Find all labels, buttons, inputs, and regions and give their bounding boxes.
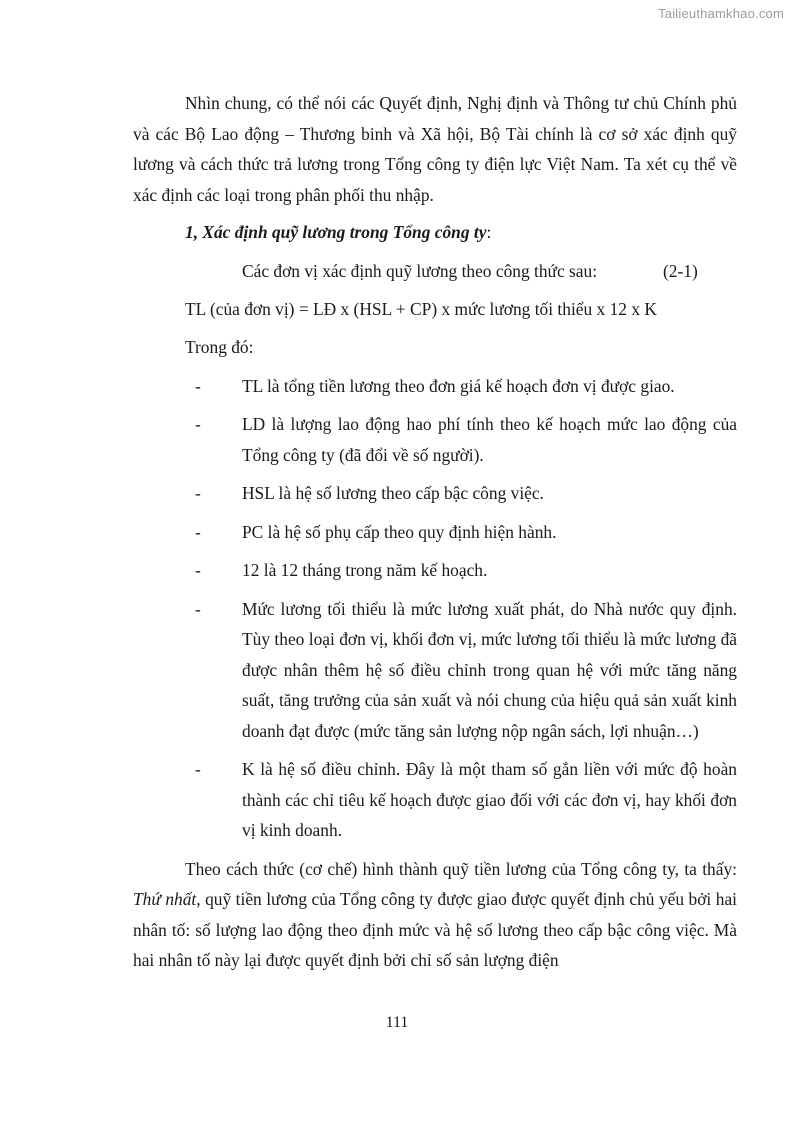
list-dash: - xyxy=(195,414,201,434)
list-dash: - xyxy=(195,598,201,619)
list-item xyxy=(133,594,737,747)
list-item-text: 12 là 12 tháng trong năm kế hoạch. xyxy=(242,560,488,580)
closing-paragraph xyxy=(133,854,737,976)
where-label: Trong đó: xyxy=(185,337,254,357)
formula: TL (của đơn vị) = LĐ x (HSL + CP) x mức lương tối thiểu x 12 x K xyxy=(185,298,657,319)
section-heading-text: 1, Xác định quỹ lương trong Tổng công ty xyxy=(185,222,487,242)
section-heading xyxy=(185,217,737,248)
formula-intro-text: Các đơn vị xác định quỹ lương theo công thức sau: xyxy=(242,260,598,281)
list-dash: - xyxy=(195,560,201,580)
list-item-text: K là hệ số điều chỉnh. Đây là một tham số gắn liền với mức độ hoàn thành các chỉ tiêu kế hoạch được giao đối với các đơn vị, hay khối đơn vị kinh doanh. xyxy=(242,759,737,840)
formula-intro xyxy=(242,256,737,286)
page-number: 111 xyxy=(385,1014,409,1031)
closing-text-part2: , quỹ tiền lương của Tổng công ty được giao được quyết định chủ yếu bởi hai nhân tố: số lượng lao động theo định mức và hệ số lương theo cấp bậc công việc. Mà hai nhân tố này lại được quyết định bởi chỉ số sản lượng điện xyxy=(133,889,737,970)
list-dash: - xyxy=(195,483,201,503)
section-heading-colon: : xyxy=(486,222,492,242)
formula-number: (2-1) xyxy=(663,260,698,281)
list-item-text: LD là lượng lao động hao phí tính theo kế hoạch mức lao động của Tổng công ty (đã đổi về số người). xyxy=(242,414,737,465)
list-dash: - xyxy=(195,759,201,779)
list-item-text: Mức lương tối thiểu là mức lương xuất phát, do Nhà nước quy định. Tùy theo loại đơn vị, khối đơn vị, mức lương tối thiểu là mức lương đã được nhân thêm hệ số điều chỉnh trong quan hệ với mức tăng năng suất, tăng trưởng của sản xuất và nói chung của hiệu quả sản xuất kinh doanh đạt được (mức tăng sản lượng nộp ngân sách, lợi nhuận…) xyxy=(242,598,737,741)
list-item xyxy=(133,517,737,548)
list-item xyxy=(133,754,737,846)
intro-paragraph: Nhìn chung, có thể nói các Quyết định, Nghị định và Thông tư chủ Chính phủ và các Bộ Lao động – Thương binh và Xã hội, Bộ Tài chính là cơ sở xác định quỹ lương và cách thức trả lương trong Tổng công ty điện lực Việt Nam. Ta xét cụ thể về xác định các loại trong phân phối thu nhập. xyxy=(133,93,737,205)
watermark: Tailieuthamkhao.com xyxy=(658,6,784,21)
list-item xyxy=(133,478,737,509)
list-dash: - xyxy=(195,521,201,542)
list-item-text: TL là tổng tiền lương theo đơn giá kế hoạch đơn vị được giao. xyxy=(242,375,675,396)
list-item xyxy=(133,371,737,402)
list-dash: - xyxy=(195,375,201,396)
definition-list xyxy=(133,371,737,846)
closing-text-part1: Theo cách thức (cơ chế) hình thành quỹ tiền lương của Tổng công ty, ta thấy: xyxy=(185,858,737,879)
page-body xyxy=(133,88,737,976)
closing-emphasis: Thứ nhất xyxy=(133,889,197,909)
list-item-text: PC là hệ số phụ cấp theo quy định hiện hành. xyxy=(242,521,557,542)
list-item-text: HSL là hệ số lương theo cấp bậc công việc. xyxy=(242,483,544,503)
list-item xyxy=(133,409,737,470)
list-item xyxy=(133,555,737,586)
